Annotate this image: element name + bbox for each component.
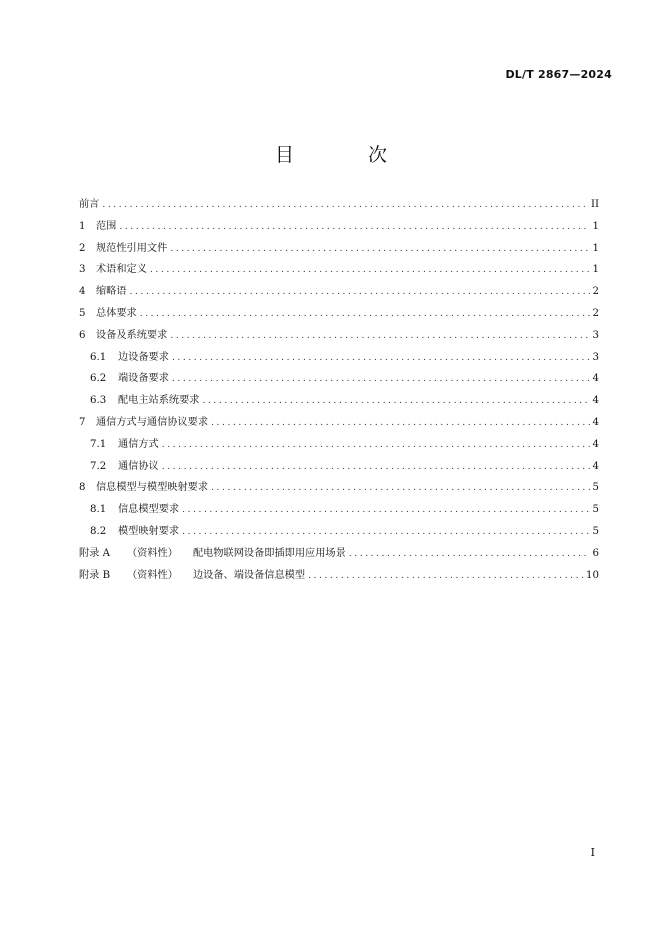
toc-entry-number: 8.1 [90,504,107,516]
toc-entry-number: 7 [79,416,86,428]
toc-leader-dots [308,566,583,588]
toc-leader-dots [162,435,590,457]
toc-entry-label: 设备及系统要求 [96,329,168,341]
toc-entry-number: 5 [79,307,86,319]
toc-entry-page: 2 [592,307,599,319]
toc-entry-number: 3 [79,264,86,276]
toc-leader-dots [162,457,590,479]
toc-entry-number: 4 [79,286,86,298]
toc-entry-page: 1 [592,220,599,232]
toc-entry-page: 10 [586,569,599,581]
page-title: 目 次 [274,144,422,166]
toc-leader-dots [182,500,589,522]
toc-entry-page: 5 [592,504,599,516]
toc-entry[interactable] [79,521,599,543]
toc-entry-tag: （资料性） [127,569,178,581]
toc-leader-dots [102,195,588,217]
toc-entry-label: 配电物联网设备即插即用应用场景 [193,547,346,559]
toc-entry-number: 7.1 [90,438,107,450]
toc-entry-page: 3 [592,351,599,363]
toc-leader-dots [140,304,590,326]
toc-entry-page: 5 [592,525,599,537]
page-number: I [590,846,595,859]
toc-entry[interactable] [79,238,599,260]
toc-entry-label: 通信方式 [118,438,159,450]
toc-entry[interactable] [79,434,599,456]
toc-entry-label: 模型映射要求 [118,525,180,537]
toc-entry-number: 6.3 [90,395,107,407]
toc-entry[interactable] [79,281,599,303]
toc-entry[interactable] [79,303,599,325]
toc-entry[interactable] [79,499,599,521]
toc-entry[interactable] [79,216,599,238]
toc-leader-dots [203,391,590,413]
toc-entry-label: 总体要求 [96,307,137,319]
toc-entry-label: 规范性引用文件 [96,242,168,254]
toc-entry-page: 4 [592,460,599,472]
toc-entry-number: 1 [79,220,86,232]
toc-entry-page: 3 [592,329,599,341]
toc-entry-tag: （资料性） [127,547,178,559]
toc-entry-label: 前言 [79,199,100,210]
toc-entry-page: 2 [592,286,599,298]
toc-entry[interactable] [79,412,599,434]
toc-entry-page: 4 [592,395,599,407]
toc-entry-number: 附录 A [79,547,110,559]
toc-entry-label: 边设备要求 [118,351,169,363]
toc-entry-page: 4 [592,438,599,450]
toc-entry-label: 范围 [96,220,117,232]
toc-entry-number: 7.2 [90,460,107,472]
table-of-contents [79,194,599,586]
toc-entry-number: 8.2 [90,525,107,537]
toc-entry[interactable] [79,565,599,587]
toc-leader-dots [172,369,590,391]
toc-entry[interactable] [79,194,599,216]
toc-entry-page: 1 [592,264,599,276]
toc-leader-dots [211,478,589,500]
toc-leader-dots [150,260,590,282]
toc-leader-dots [119,217,589,239]
toc-entry-label: 缩略语 [96,286,127,298]
toc-entry-page: II [590,199,599,210]
standard-code: DL/T 2867—2024 [505,68,612,81]
toc-leader-dots [349,544,590,566]
toc-entry-page: 4 [592,416,599,428]
toc-entry-label: 通信方式与通信协议要求 [96,416,209,428]
toc-entry-label: 边设备、端设备信息模型 [193,569,306,581]
toc-leader-dots [130,282,590,304]
toc-leader-dots [211,413,589,435]
toc-leader-dots [182,522,589,544]
toc-entry[interactable] [79,456,599,478]
toc-entry-number: 6.2 [90,373,107,385]
toc-entry-page: 4 [592,373,599,385]
toc-leader-dots [170,239,589,261]
toc-entry[interactable] [79,390,599,412]
toc-entry-label: 术语和定义 [96,264,147,276]
toc-entry-page: 1 [592,242,599,254]
toc-entry-number: 8 [79,482,86,494]
toc-entry-number: 附录 B [79,569,111,581]
toc-leader-dots [172,348,590,370]
toc-entry-label: 信息模型要求 [118,504,180,516]
toc-entry-number: 2 [79,242,86,254]
toc-entry[interactable] [79,259,599,281]
toc-entry-page: 5 [592,482,599,494]
toc-leader-dots [170,326,589,348]
toc-entry[interactable] [79,368,599,390]
toc-entry[interactable] [79,477,599,499]
toc-entry-number: 6 [79,329,86,341]
toc-entry[interactable] [79,543,599,565]
toc-entry-page: 6 [592,547,599,559]
toc-entry[interactable] [79,325,599,347]
toc-entry[interactable] [79,347,599,369]
toc-entry-label: 信息模型与模型映射要求 [96,482,209,494]
toc-entry-label: 端设备要求 [118,373,169,385]
toc-entry-label: 通信协议 [118,460,159,472]
toc-entry-label: 配电主站系统要求 [118,395,200,407]
toc-entry-number: 6.1 [90,351,107,363]
